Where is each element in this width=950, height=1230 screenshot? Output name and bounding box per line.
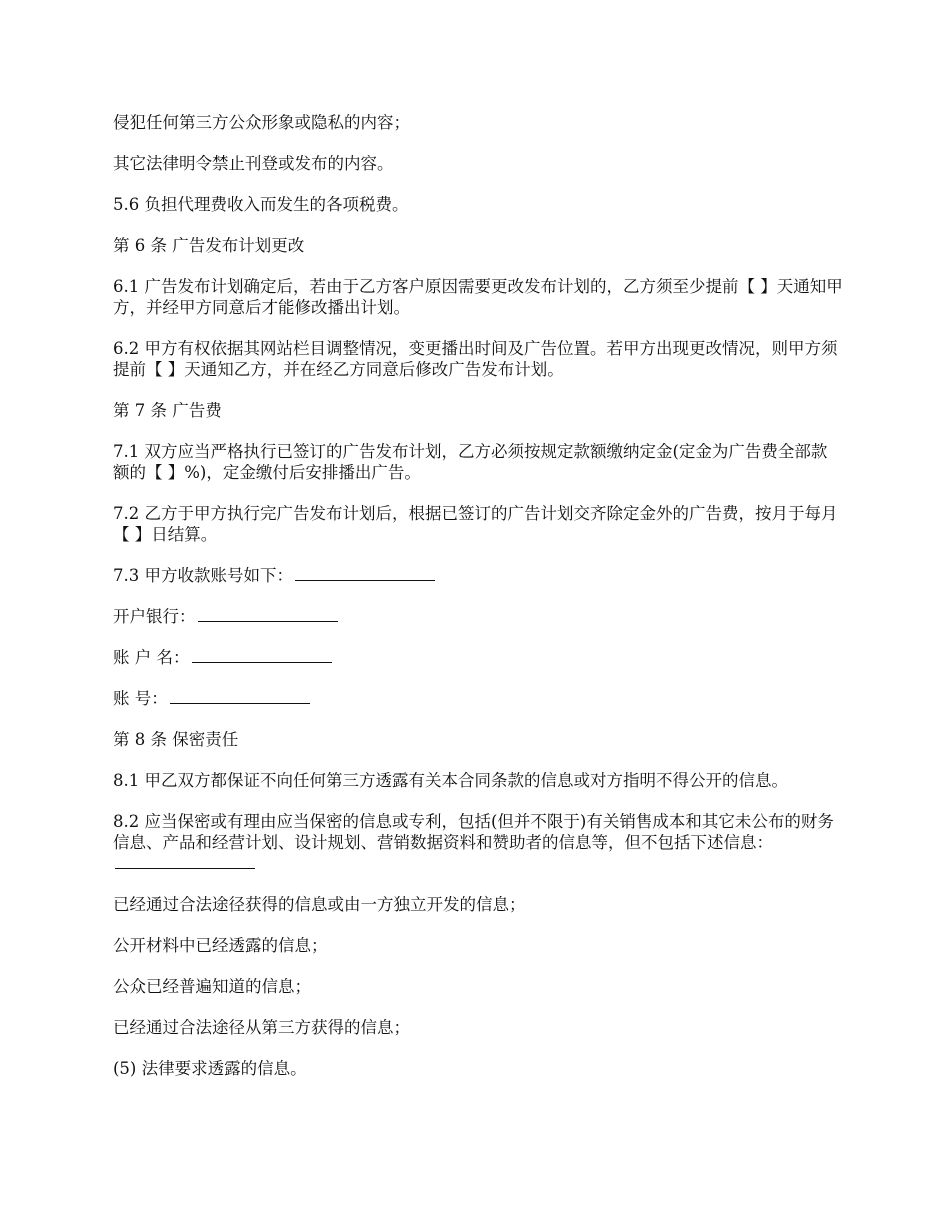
section-heading: 第 7 条 广告费 — [113, 401, 222, 420]
fill-in-blank — [170, 688, 310, 704]
document-body — [113, 112, 843, 1099]
field-label: 账 户 名： — [113, 648, 190, 667]
field-label: 账 号： — [113, 689, 168, 708]
fill-in-blank — [115, 853, 255, 869]
paragraph: 8.1 甲乙双方都保证不向任何第三方透露有关本合同条款的信息或对方指明不得公开的信息。 — [113, 771, 788, 790]
section-heading: 第 6 条 广告发布计划更改 — [113, 236, 305, 255]
list-item: 已经通过合法途径获得的信息或由一方独立开发的信息； — [113, 895, 526, 914]
paragraph: 7.2 乙方于甲方执行完广告发布计划后，根据已签订的广告计划交齐除定金外的广告费，按月于每月【 】日结算。 — [113, 504, 838, 544]
paragraph: 侵犯任何第三方公众形象或隐私的内容； — [113, 113, 410, 132]
field-label: 开户银行： — [113, 607, 196, 626]
list-item: 公众已经普遍知道的信息； — [113, 977, 311, 996]
paragraph: 6.2 甲方有权依据其网站栏目调整情况，变更播出时间及广告位置。若甲方出现更改情况，则甲方须提前【 】天通知乙方，并在经乙方同意后修改广告发布计划。 — [113, 339, 838, 379]
fill-in-blank — [192, 647, 332, 663]
paragraph: 7.1 双方应当严格执行已签订的广告发布计划，乙方必须按规定款额缴纳定金(定金为广告费全部款额的【 】%)，定金缴付后安排播出广告。 — [113, 442, 828, 482]
paragraph: 其它法律明令禁止刊登或发布的内容。 — [113, 154, 394, 173]
list-item: (5) 法律要求透露的信息。 — [113, 1059, 307, 1078]
section-heading: 第 8 条 保密责任 — [113, 730, 239, 749]
account-name-line — [113, 647, 843, 668]
fill-in-blank — [295, 565, 435, 581]
paragraph-with-blank — [113, 811, 843, 874]
list-item: 已经通过合法途径从第三方获得的信息； — [113, 1018, 410, 1037]
bank-name-line — [113, 606, 843, 627]
paragraph-text: 8.2 应当保密或有理由应当保密的信息或专利，包括(但并不限于)有关销售成本和其它未公布的财务信息、产品和经营计划、设计规划、营销数据资料和赞助者的信息等，但不包括下述信息： — [113, 812, 834, 852]
paragraph: 5.6 负担代理费收入而发生的各项税费。 — [113, 195, 409, 214]
list-item: 公开材料中已经透露的信息； — [113, 936, 328, 955]
fill-in-blank — [198, 606, 338, 622]
account-number-line — [113, 688, 843, 709]
bank-account-line — [113, 565, 843, 586]
paragraph: 6.1 广告发布计划确定后，若由于乙方客户原因需要更改发布计划的，乙方须至少提前【 】天通知甲方，并经甲方同意后才能修改播出计划。 — [113, 277, 843, 317]
field-label: 7.3 甲方收款账号如下： — [113, 566, 293, 585]
